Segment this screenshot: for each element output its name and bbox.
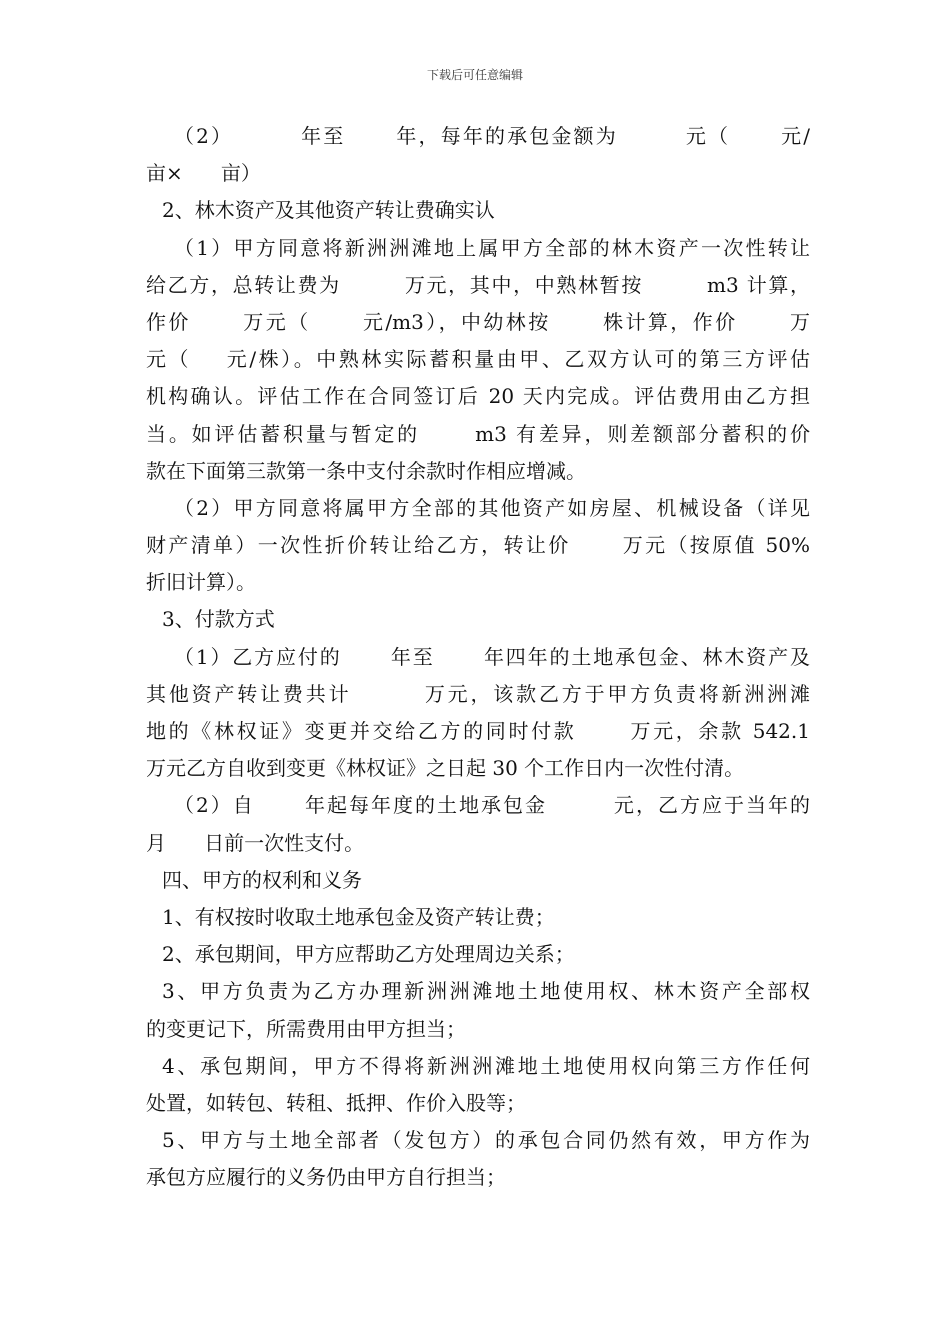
paragraph-line: 月 日前一次性支付。	[146, 830, 365, 855]
page-header-note: 下载后可任意编辑	[426, 68, 523, 82]
paragraph-line: 的变更记下，所需费用由甲方担当；	[146, 1016, 466, 1041]
list-item: 5、甲方与土地全部者（发包方）的承包合同仍然有效，甲方作为	[162, 1128, 810, 1153]
paragraph-line: 给乙方，总转让费为 万元，其中，中熟林暂按 m3 计算，	[146, 272, 810, 297]
paragraph-line: 其他资产转让费共计 万元，该款乙方于甲方负责将新洲洲滩	[146, 681, 810, 706]
paragraph-line: 当。如评估蓄积量与暂定的 m3 有差异，则差额部分蓄积的价	[146, 421, 810, 446]
section-heading: 3、付款方式	[162, 607, 275, 632]
paragraph-line: 机构确认。评估工作在合同签订后 20 天内完成。评估费用由乙方担	[146, 384, 810, 409]
list-item: 2、承包期间，甲方应帮助乙方处理周边关系；	[162, 942, 575, 967]
paragraph-line: 元（ 元/株）。中熟林实际蓄积量由甲、乙双方认可的第三方评估	[146, 347, 810, 372]
paragraph-line: 亩× 亩）	[146, 161, 261, 186]
paragraph-line: 地的《林权证》变更并交给乙方的同时付款 万元，余款 542.1	[146, 719, 810, 743]
section-heading: 四、甲方的权利和义务	[162, 867, 362, 892]
paragraph-line: 款在下面第三款第一条中支付余款时作相应增减。	[146, 458, 586, 483]
paragraph-line: 承包方应履行的义务仍由甲方自行担当；	[146, 1165, 506, 1190]
paragraph-line: （1）乙方应付的 年至 年四年的土地承包金、林木资产及	[174, 644, 810, 669]
paragraph-line: （2）甲方同意将属甲方全部的其他资产如房屋、机械设备（详见	[174, 495, 810, 520]
paragraph-line: 万元乙方自收到变更《林权证》之日起 30 个工作日内一次性付清。	[146, 756, 745, 781]
paragraph-line: （1）甲方同意将新洲洲滩地上属甲方全部的林木资产一次性转让	[174, 235, 810, 260]
document-body	[146, 118, 810, 1196]
section-heading: 2、林木资产及其他资产转让费确实认	[162, 198, 495, 223]
list-item: 1、有权按时收取土地承包金及资产转让费；	[162, 904, 555, 929]
list-item: 3、甲方负责为乙方办理新洲洲滩地土地使用权、林木资产全部权	[162, 979, 810, 1004]
list-item: 4、承包期间，甲方不得将新洲洲滩地土地使用权向第三方作任何	[162, 1053, 810, 1078]
paragraph-line: （2） 年至 年，每年的承包金额为 元（ 元/	[174, 124, 810, 148]
paragraph-line: 作价 万元（ 元/m3），中幼林按 株计算，作价 万	[146, 309, 810, 334]
paragraph-line: 财产清单）一次性折价转让给乙方，转让价 万元（按原值 50%	[146, 533, 810, 558]
paragraph-line: 处置，如转包、转租、抵押、作价入股等；	[146, 1090, 526, 1115]
paragraph-line: 折旧计算）。	[146, 570, 256, 595]
paragraph-line: （2）自 年起每年度的土地承包金 元，乙方应于当年的	[174, 793, 810, 818]
